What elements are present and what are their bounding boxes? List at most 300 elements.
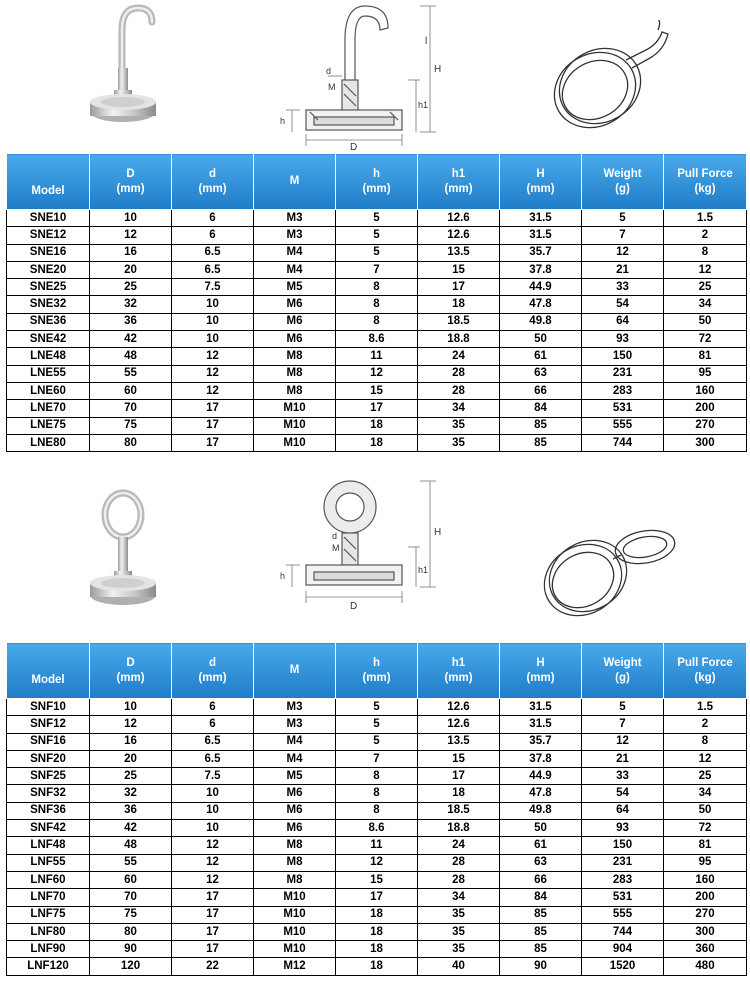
table-row: [7, 820, 747, 837]
table-cell: 17: [418, 768, 500, 785]
table-cell: 61: [500, 837, 582, 854]
table-cell: 10: [172, 296, 254, 313]
table-cell: 50: [500, 820, 582, 837]
table-cell: 6: [172, 227, 254, 244]
table-cell: 34: [418, 889, 500, 906]
table-cell: 12.6: [418, 210, 500, 227]
table-cell: 90: [90, 941, 172, 958]
table-row: [7, 871, 747, 888]
table-cell: 8: [664, 733, 747, 750]
table-cell: 17: [172, 906, 254, 923]
col-H-header: H (mm): [500, 643, 582, 699]
table-cell: M10: [254, 417, 336, 434]
table-cell: 18.5: [418, 802, 500, 819]
table-cell: 2: [664, 716, 747, 733]
table-row: [7, 802, 747, 819]
table-cell: 64: [582, 313, 664, 330]
table-cell: 7.5: [172, 279, 254, 296]
table-cell: 66: [500, 871, 582, 888]
table-cell: SNE20: [7, 261, 90, 278]
table-cell: 10: [172, 785, 254, 802]
table-cell: M8: [254, 382, 336, 399]
table-header-row: [7, 154, 747, 210]
table-row: [7, 923, 747, 940]
table-cell: SNE42: [7, 331, 90, 348]
table-cell: 6.5: [172, 261, 254, 278]
table-cell: M8: [254, 854, 336, 871]
table-cell: 47.8: [500, 785, 582, 802]
table-cell: 5: [336, 244, 418, 261]
table-cell: 8: [664, 244, 747, 261]
table-cell: 95: [664, 854, 747, 871]
table-cell: 80: [90, 923, 172, 940]
table-cell: M3: [254, 227, 336, 244]
table-cell: M6: [254, 820, 336, 837]
table-cell: 24: [418, 348, 500, 365]
table-cell: 21: [582, 750, 664, 767]
table-cell: M5: [254, 279, 336, 296]
table-cell: 17: [172, 434, 254, 451]
table-cell: 33: [582, 279, 664, 296]
table-cell: 12.6: [418, 699, 500, 716]
table-cell: 36: [90, 802, 172, 819]
table-cell: 85: [500, 434, 582, 451]
table-cell: 17: [172, 923, 254, 940]
table-cell: M3: [254, 716, 336, 733]
table-cell: LNF90: [7, 941, 90, 958]
table-cell: LNF60: [7, 871, 90, 888]
table-cell: 10: [172, 802, 254, 819]
table-cell: 555: [582, 906, 664, 923]
table-row: [7, 365, 747, 382]
table-cell: 18.8: [418, 331, 500, 348]
table-cell: 66: [500, 382, 582, 399]
table-cell: 11: [336, 837, 418, 854]
table-cell: 12: [172, 382, 254, 399]
table-cell: 85: [500, 941, 582, 958]
table-row: [7, 854, 747, 871]
table-cell: 18.8: [418, 820, 500, 837]
table-cell: 17: [172, 400, 254, 417]
table-cell: 7.5: [172, 768, 254, 785]
table-cell: 531: [582, 400, 664, 417]
table-cell: 15: [336, 382, 418, 399]
table-cell: 35: [418, 923, 500, 940]
col-H-header: H (mm): [500, 154, 582, 210]
table-cell: SNF32: [7, 785, 90, 802]
table-cell: 1520: [582, 958, 664, 975]
table-cell: 12: [582, 733, 664, 750]
table-row: [7, 768, 747, 785]
table-cell: M4: [254, 244, 336, 261]
eye-magnet-photo: [80, 485, 170, 625]
table-cell: LNE60: [7, 382, 90, 399]
table-cell: 270: [664, 906, 747, 923]
table-cell: SNF12: [7, 716, 90, 733]
table-cell: M4: [254, 733, 336, 750]
col-model-header: Model: [7, 154, 90, 210]
table-cell: 6: [172, 210, 254, 227]
table-cell: 12: [90, 227, 172, 244]
table-row: [7, 434, 747, 451]
table-cell: 36: [90, 313, 172, 330]
table-cell: M10: [254, 434, 336, 451]
table-cell: 6: [172, 716, 254, 733]
table-row: [7, 210, 747, 227]
table-cell: 35.7: [500, 733, 582, 750]
table-cell: 18: [418, 785, 500, 802]
table-row: [7, 716, 747, 733]
table-cell: M6: [254, 802, 336, 819]
table-cell: 75: [90, 906, 172, 923]
table-cell: 15: [336, 871, 418, 888]
table-cell: 5: [336, 716, 418, 733]
table-cell: M6: [254, 331, 336, 348]
table-cell: 35: [418, 906, 500, 923]
table-cell: 8: [336, 768, 418, 785]
table-cell: 17: [172, 417, 254, 434]
col-weight-header: Weight (g): [582, 643, 664, 699]
table-cell: 31.5: [500, 210, 582, 227]
table-cell: 72: [664, 331, 747, 348]
table-row: [7, 382, 747, 399]
table-cell: 21: [582, 261, 664, 278]
table-cell: SNF42: [7, 820, 90, 837]
table-cell: 5: [582, 210, 664, 227]
table-row: [7, 279, 747, 296]
table-cell: 7: [336, 261, 418, 278]
label-D: D: [350, 142, 358, 150]
table-cell: 37.8: [500, 750, 582, 767]
label-M: M: [332, 543, 340, 553]
table-cell: 95: [664, 365, 747, 382]
table-cell: 18: [336, 941, 418, 958]
table-cell: 160: [664, 382, 747, 399]
table-cell: 18: [336, 906, 418, 923]
table-cell: SNF10: [7, 699, 90, 716]
table-cell: 12.6: [418, 716, 500, 733]
table-cell: 61: [500, 348, 582, 365]
table-cell: M8: [254, 837, 336, 854]
table-cell: 12.6: [418, 227, 500, 244]
table-cell: 60: [90, 871, 172, 888]
table-cell: 44.9: [500, 279, 582, 296]
table-cell: 49.8: [500, 802, 582, 819]
table-cell: LNE80: [7, 434, 90, 451]
table-cell: 12: [90, 716, 172, 733]
table-cell: 10: [172, 820, 254, 837]
table-cell: M4: [254, 261, 336, 278]
table-cell: 37.8: [500, 261, 582, 278]
table-cell: 8: [336, 785, 418, 802]
table-cell: LNF48: [7, 837, 90, 854]
table-cell: 90: [500, 958, 582, 975]
eye-magnet-spec-table: [6, 642, 747, 976]
table-cell: 47.8: [500, 296, 582, 313]
col-M-header: M: [254, 154, 336, 210]
table-cell: LNE55: [7, 365, 90, 382]
label-M: M: [328, 82, 336, 92]
table-cell: 22: [172, 958, 254, 975]
eye-technical-drawing: [270, 477, 450, 632]
col-D-header: D (mm): [90, 643, 172, 699]
table-row: [7, 889, 747, 906]
table-cell: SNF25: [7, 768, 90, 785]
table-cell: 5: [336, 227, 418, 244]
table-row: [7, 837, 747, 854]
table-cell: 300: [664, 434, 747, 451]
hook-isometric-drawing: [540, 20, 690, 140]
table-row: [7, 733, 747, 750]
label-d: d: [332, 531, 338, 541]
table-cell: 18: [336, 417, 418, 434]
table-cell: 744: [582, 923, 664, 940]
table-cell: 80: [90, 434, 172, 451]
table-cell: 17: [336, 889, 418, 906]
table-cell: 15: [418, 261, 500, 278]
table-cell: 55: [90, 854, 172, 871]
table-cell: M3: [254, 699, 336, 716]
table-cell: 283: [582, 382, 664, 399]
table-cell: 85: [500, 906, 582, 923]
table-cell: LNE48: [7, 348, 90, 365]
table-cell: M6: [254, 313, 336, 330]
table-cell: 18.5: [418, 313, 500, 330]
table-row: [7, 296, 747, 313]
table-cell: SNF20: [7, 750, 90, 767]
col-pull-force-header: Pull Force (kg): [664, 643, 747, 699]
table-cell: 81: [664, 348, 747, 365]
label-h: h: [280, 571, 286, 581]
table-cell: 12: [172, 837, 254, 854]
table-cell: 16: [90, 244, 172, 261]
table-cell: 10: [90, 699, 172, 716]
table-cell: 12: [172, 365, 254, 382]
table-cell: 160: [664, 871, 747, 888]
table-cell: 150: [582, 348, 664, 365]
col-h-header: h (mm): [336, 643, 418, 699]
table-cell: 8.6: [336, 331, 418, 348]
table-row: [7, 313, 747, 330]
table-cell: 93: [582, 820, 664, 837]
table-cell: 8: [336, 296, 418, 313]
table-cell: 84: [500, 400, 582, 417]
table-cell: 28: [418, 365, 500, 382]
table-row: [7, 331, 747, 348]
table-cell: 11: [336, 348, 418, 365]
col-h1-header: h1 (mm): [418, 643, 500, 699]
table-cell: 25: [90, 768, 172, 785]
table-cell: 18: [336, 958, 418, 975]
label-D: D: [350, 601, 358, 612]
table-cell: 10: [172, 331, 254, 348]
table-cell: 85: [500, 417, 582, 434]
table-cell: M10: [254, 906, 336, 923]
table-cell: 1.5: [664, 699, 747, 716]
col-M-header: M: [254, 643, 336, 699]
table-cell: 35: [418, 941, 500, 958]
table-cell: 50: [664, 802, 747, 819]
table-cell: LNF70: [7, 889, 90, 906]
table-cell: 34: [664, 785, 747, 802]
table-row: [7, 906, 747, 923]
table-row: [7, 348, 747, 365]
label-l: l: [425, 36, 428, 47]
table-cell: 84: [500, 889, 582, 906]
table-cell: 85: [500, 923, 582, 940]
table-cell: 50: [664, 313, 747, 330]
table-cell: 28: [418, 871, 500, 888]
table-cell: 64: [582, 802, 664, 819]
table-row: [7, 261, 747, 278]
col-d-header: d (mm): [172, 643, 254, 699]
table-cell: 10: [90, 210, 172, 227]
table-row: [7, 699, 747, 716]
table-cell: M10: [254, 923, 336, 940]
col-h-header: h (mm): [336, 154, 418, 210]
label-h1: h1: [418, 565, 429, 575]
table-cell: 8: [336, 279, 418, 296]
label-d: d: [326, 66, 332, 76]
table-cell: 55: [90, 365, 172, 382]
table-cell: 34: [418, 400, 500, 417]
table-cell: LNF120: [7, 958, 90, 975]
table-cell: 44.9: [500, 768, 582, 785]
table-cell: 12: [172, 348, 254, 365]
table-cell: 12: [664, 750, 747, 767]
table-cell: 42: [90, 820, 172, 837]
table-cell: 49.8: [500, 313, 582, 330]
table-cell: 10: [172, 313, 254, 330]
table-cell: 72: [664, 820, 747, 837]
table-cell: 48: [90, 348, 172, 365]
table-header-row: [7, 643, 747, 699]
col-d-header: d (mm): [172, 154, 254, 210]
table-cell: M4: [254, 750, 336, 767]
table-cell: 31.5: [500, 699, 582, 716]
table-cell: 42: [90, 331, 172, 348]
table-cell: 63: [500, 365, 582, 382]
table-row: [7, 244, 747, 261]
table-cell: 12: [664, 261, 747, 278]
table-cell: 60: [90, 382, 172, 399]
table-cell: 7: [582, 227, 664, 244]
table-cell: LNE75: [7, 417, 90, 434]
hook-magnet-spec-table: [6, 153, 747, 452]
table-cell: 81: [664, 837, 747, 854]
table-cell: LNE70: [7, 400, 90, 417]
col-pull-force-header: Pull Force (kg): [664, 154, 747, 210]
table-cell: 32: [90, 296, 172, 313]
table-cell: 531: [582, 889, 664, 906]
table-cell: 28: [418, 382, 500, 399]
hook-technical-drawing: [270, 0, 450, 150]
table-cell: M5: [254, 768, 336, 785]
table-cell: SNE36: [7, 313, 90, 330]
table-cell: 555: [582, 417, 664, 434]
table-cell: 93: [582, 331, 664, 348]
table-cell: 8.6: [336, 820, 418, 837]
table-cell: 13.5: [418, 244, 500, 261]
table-cell: 24: [418, 837, 500, 854]
table-cell: 7: [336, 750, 418, 767]
label-h: h: [280, 116, 286, 126]
table-cell: LNF75: [7, 906, 90, 923]
table-row: [7, 750, 747, 767]
table-row: [7, 941, 747, 958]
table-cell: 33: [582, 768, 664, 785]
table-cell: 35: [418, 417, 500, 434]
table-cell: M10: [254, 400, 336, 417]
table-cell: 31.5: [500, 716, 582, 733]
eye-isometric-drawing: [535, 525, 695, 635]
table-cell: M8: [254, 348, 336, 365]
table-cell: 28: [418, 854, 500, 871]
label-h1: h1: [418, 100, 429, 110]
table-row: [7, 785, 747, 802]
table-cell: 54: [582, 296, 664, 313]
table-cell: 12: [336, 365, 418, 382]
table-cell: 17: [172, 889, 254, 906]
table-cell: M8: [254, 365, 336, 382]
table-cell: 200: [664, 889, 747, 906]
table-cell: LNF55: [7, 854, 90, 871]
table-cell: 7: [582, 716, 664, 733]
table-cell: M6: [254, 296, 336, 313]
table-cell: 17: [418, 279, 500, 296]
table-cell: 6: [172, 699, 254, 716]
table-cell: M10: [254, 889, 336, 906]
table-cell: 63: [500, 854, 582, 871]
table-cell: 8: [336, 313, 418, 330]
table-cell: 17: [336, 400, 418, 417]
table-cell: M8: [254, 871, 336, 888]
table-cell: 360: [664, 941, 747, 958]
table-cell: 50: [500, 331, 582, 348]
table-cell: 5: [582, 699, 664, 716]
table-cell: 6.5: [172, 244, 254, 261]
table-cell: M6: [254, 785, 336, 802]
table-cell: 25: [664, 768, 747, 785]
table-cell: 12: [172, 854, 254, 871]
table-cell: 17: [172, 941, 254, 958]
table-cell: 70: [90, 889, 172, 906]
table-cell: 54: [582, 785, 664, 802]
table-cell: 25: [664, 279, 747, 296]
table-cell: 35.7: [500, 244, 582, 261]
table-cell: 200: [664, 400, 747, 417]
table-cell: 480: [664, 958, 747, 975]
table-cell: SNE25: [7, 279, 90, 296]
table-cell: 231: [582, 365, 664, 382]
col-model-header: Model: [7, 643, 90, 699]
table-cell: SNE16: [7, 244, 90, 261]
table-row: [7, 227, 747, 244]
table-cell: 5: [336, 210, 418, 227]
table-cell: SNF36: [7, 802, 90, 819]
table-cell: LNF80: [7, 923, 90, 940]
table-cell: SNF16: [7, 733, 90, 750]
table-cell: 35: [418, 434, 500, 451]
table-cell: 12: [172, 871, 254, 888]
table-cell: 2: [664, 227, 747, 244]
col-h1-header: h1 (mm): [418, 154, 500, 210]
table-cell: SNE10: [7, 210, 90, 227]
table-cell: 48: [90, 837, 172, 854]
table-cell: 25: [90, 279, 172, 296]
table-cell: 8: [336, 802, 418, 819]
table-cell: SNE12: [7, 227, 90, 244]
